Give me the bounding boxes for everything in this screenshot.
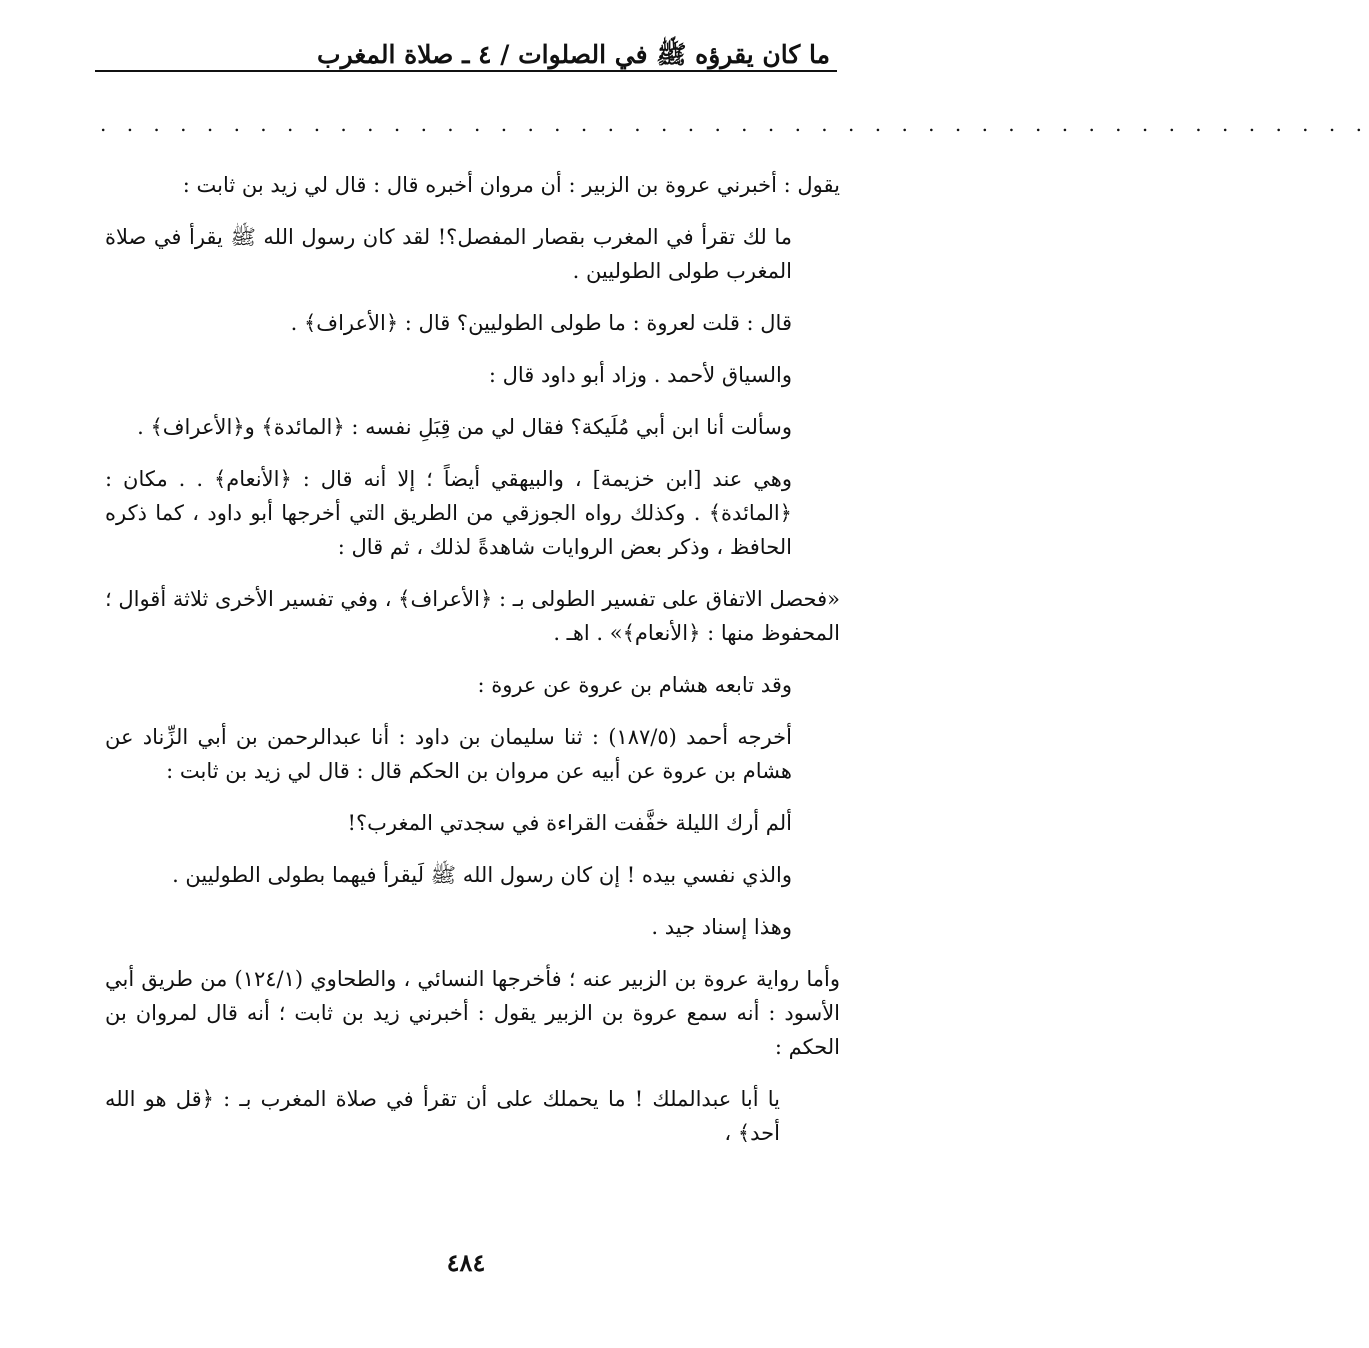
page-number: ٤٨٤ bbox=[446, 1248, 486, 1277]
paragraph: قال : قلت لعروة : ما طولى الطوليين؟ قال : ﴿الأعراف﴾ . bbox=[290, 311, 792, 335]
paragraph: ما لك تقرأ في المغرب بقصار المفصل؟! لقد كان رسول الله ﷺ يقرأ في صلاة المغرب طولى الطوليين . bbox=[105, 225, 792, 283]
running-header: ما كان يقرؤه ﷺ في الصلوات / ٤ ـ صلاة المغرب bbox=[317, 40, 830, 69]
paragraph: ألم أرك الليلة خفَّفت القراءة في سجدتي المغرب؟! bbox=[347, 811, 792, 835]
paragraph: وقد تابعه هشام بن عروة عن عروة : bbox=[477, 673, 792, 697]
header-rule bbox=[95, 70, 837, 72]
paragraph: يا أبا عبدالملك ! ما يحملك على أن تقرأ في صلاة المغرب بـ : ﴿قل هو الله أحد﴾ ، bbox=[105, 1087, 780, 1145]
paragraph: وأما رواية عروة بن الزبير عنه ؛ فأخرجها النسائي ، والطحاوي (١٢٤/١) من طريق أبي الأسود : أنه سمع عروة بن الزبير يقول : أخبرني زيد بن ثابت ؛ أنه قال لمروان بن الحكم : bbox=[105, 967, 840, 1059]
dotted-separator: . . . . . . . . . . . . . . . . . . . . . . . . . . . . . . . . . . . . . . . . . . . . . . . . bbox=[100, 112, 1369, 136]
paragraph: وهي عند [ابن خزيمة] ، والبيهقي أيضاً ؛ إلا أنه قال : ﴿الأنعام﴾ . . مكان : ﴿المائدة﴾ . وكذلك رواه الجوزقي من الطريق التي أخرجها أبو داود ، كما ذكره الحافظ ، وذكر بعض الروايات شاهدةً لذلك ، ثم قال : bbox=[105, 467, 792, 559]
paragraph: وهذا إسناد جيد . bbox=[651, 915, 792, 939]
paragraph: «فحصل الاتفاق على تفسير الطولى بـ : ﴿الأعراف﴾ ، وفي تفسير الأخرى ثلاثة أقوال ؛ المحفوظ منها : ﴿الأنعام﴾» . اهـ . bbox=[105, 587, 840, 645]
paragraph: والسياق لأحمد . وزاد أبو داود قال : bbox=[488, 363, 792, 387]
paragraph: أخرجه أحمد (١٨٧/٥) : ثنا سليمان بن داود : أنا عبدالرحمن بن أبي الزِّناد عن هشام بن عروة عن أبيه عن مروان بن الحكم قال : قال لي زيد بن ثابت : bbox=[105, 725, 792, 783]
paragraph: وسألت أنا ابن أبي مُلَيكة؟ فقال لي من قِبَلِ نفسه : ﴿المائدة﴾ و﴿الأعراف﴾ . bbox=[137, 415, 792, 439]
paragraph: يقول : أخبرني عروة بن الزبير : أن مروان أخبره قال : قال لي زيد بن ثابت : bbox=[182, 173, 840, 197]
paragraph: والذي نفسي بيده ! إن كان رسول الله ﷺ لَيقرأ فيهما بطولى الطوليين . bbox=[172, 863, 792, 887]
body-text bbox=[105, 168, 840, 1168]
